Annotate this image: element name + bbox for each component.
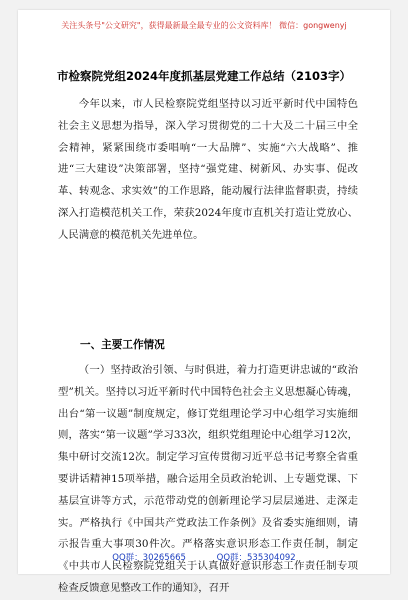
section-paragraph: （一）坚持政治引领、与时俱进，着力打造更讲忠诚的“政治型”机关。坚持以习近平新时代中国特色社会主义思想凝心铸魂，出台“第一议题”制度规定，修订党组理论学习中心组学习实施细则，落实“第一议题”学习33次，组织党组理论中心组学习12次，集中研讨交流12次。制定学习宣传贯彻习近平总书记考察全省重要讲话精神15项举措，融合运用全员政治轮训、上专题党课、下基层宣讲等方式，示范带动党的创新理论学习层层递进、走深走实。严格执行《中国共产党政法工作条例》及省委实施细则，请示报告重大事项30件次。严格落实意识形态工作责任制，制定《中共市人民检察院党组关于认真做好意识形态工作责任制专项检查反馈意见整改工作的通知》，召开 bbox=[58, 364, 358, 594]
section-body bbox=[58, 360, 358, 600]
footer-contact bbox=[18, 551, 390, 563]
header-banner: 关注头条号"公文研究"，获得最新最全最专业的公文资料库！ 微信：gongwenyj bbox=[61, 21, 347, 30]
footer-qq-group-1: QQ群：30265665 bbox=[112, 553, 186, 563]
intro-paragraph: 今年以来，市人民检察院党组坚持以习近平新时代中国特色社会主义思想为指导，深入学习贯彻党的二十大及二十届三中全会精神，紧紧围绕市委唱响“一大品牌”、实施“六大战略”、推进“三大建设”决策部署，坚持“强党建、树新风、办实事、促改革、转观念、求实效”的工作思路，能动履行法律监督职责，持续深入打造模范机关工作，荣获2024年度市直机关打造让党放心、人民满意的模范机关先进单位。 bbox=[58, 98, 358, 241]
footer-qq-group-2: QQ群：535304092 bbox=[216, 553, 296, 563]
document-title: 市检察院党组2024年度抓基层党建工作总结（2103字） bbox=[56, 69, 351, 83]
intro-section bbox=[58, 94, 358, 247]
document-page bbox=[18, 10, 390, 594]
section-heading: 一、主要工作情况 bbox=[80, 339, 165, 351]
